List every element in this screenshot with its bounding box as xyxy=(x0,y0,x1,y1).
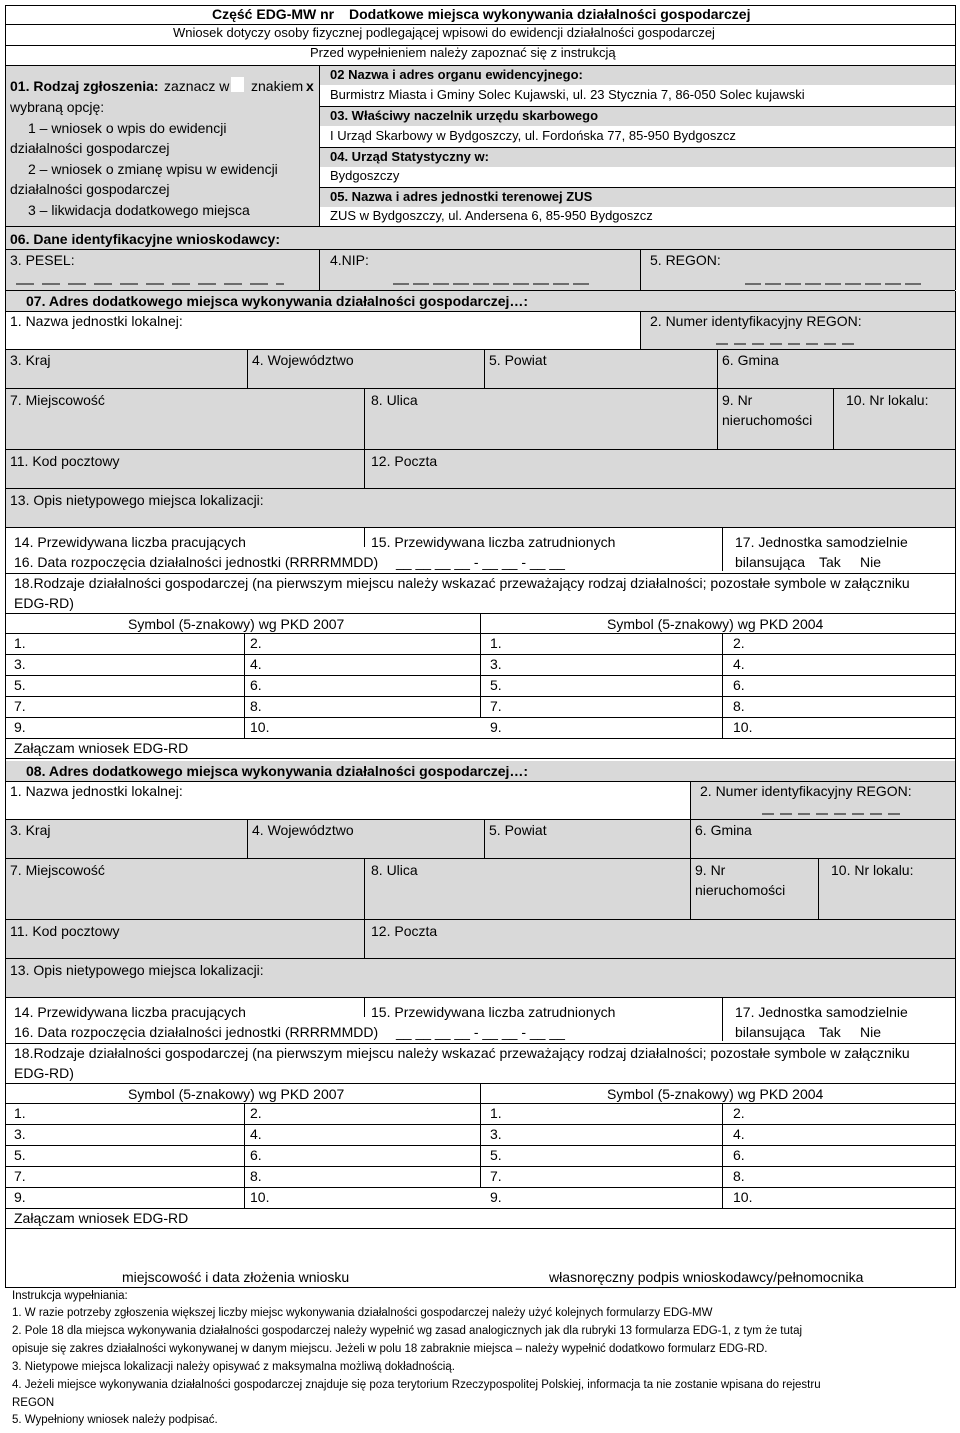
divider xyxy=(5,654,955,655)
divider xyxy=(244,1166,245,1187)
pkd2004-number: 8. xyxy=(733,698,745,714)
divider xyxy=(244,654,245,675)
pkd-2007-header: Symbol (5-znakowy) wg PKD 2007 xyxy=(128,616,345,632)
start-date-input[interactable]: __ __ __ __ - __ __ - __ __ xyxy=(396,1024,565,1040)
expected-employees-label: 15. Przewidywana liczba zatrudnionych xyxy=(371,534,616,550)
post-office-label: 12. Poczta xyxy=(371,453,438,469)
pkd2007-number: 6. xyxy=(250,677,262,693)
divider xyxy=(5,527,955,528)
attach-edg-rd-label: Załączam wniosek EDG-RD xyxy=(14,1210,189,1226)
yes-option[interactable]: Tak xyxy=(819,554,841,570)
apartment-number-label: 10. Nr lokalu: xyxy=(846,392,929,408)
divider xyxy=(690,858,691,919)
divider xyxy=(5,1166,955,1167)
pesel-digit-lines xyxy=(14,262,284,286)
pkd2007-number: 4. xyxy=(250,1126,262,1142)
border-right xyxy=(955,1231,956,1288)
regon-label: 5. REGON: xyxy=(650,252,721,268)
pkd2004-number: 4. xyxy=(733,656,745,672)
instruction-5: 5. Wypełniony wniosek należy podpisać. xyxy=(12,1414,218,1426)
postal-code-label: 11. Kod pocztowy xyxy=(10,923,120,939)
county-label: 5. Powiat xyxy=(489,822,547,838)
instruction-2a: 2. Pole 18 dla miejsca wykonywania działalności gospodarczej należy wypełnić wg zasad analogicznych jak dla rubryki 13 formularza EDG-1, z tym że tutaj xyxy=(12,1325,803,1337)
divider xyxy=(244,696,245,717)
pkd2004-number: 7. xyxy=(490,1168,502,1184)
pkd2007-number: 7. xyxy=(14,698,26,714)
pkd2007-number: 10. xyxy=(250,1189,270,1205)
self-balancing-label-2: bilansująca xyxy=(735,1024,806,1040)
instruction-2b: opisuje się zakres działalności wykonywanej w danym miejscu. Jeżeli w polu 18 zabraknie miejsca – należy wypełnić dodatkowo formularz EDG-RD. xyxy=(12,1343,768,1355)
section-06-label: 06. Dane identyfikacyjne wnioskodawcy: xyxy=(10,231,280,247)
divider xyxy=(5,1103,955,1104)
section-01 xyxy=(6,66,319,226)
divider xyxy=(722,527,723,571)
instructions-title: Instrukcja wypełniania: xyxy=(12,1290,128,1302)
divider xyxy=(722,696,723,717)
pkd2007-number: 1. xyxy=(14,1105,26,1121)
pesel-field[interactable] xyxy=(14,262,284,286)
self-balancing-label: 17. Jednostka samodzielnie xyxy=(735,534,908,550)
pkd2007-number: 3. xyxy=(14,656,26,672)
divider xyxy=(244,633,245,654)
divider xyxy=(5,1187,955,1188)
divider xyxy=(364,997,365,1017)
row-bg xyxy=(6,450,955,488)
divider xyxy=(5,1287,955,1288)
pkd2004-number: 5. xyxy=(490,1147,502,1163)
divider xyxy=(722,717,723,738)
pkd2004-number: 3. xyxy=(490,1126,502,1142)
divider xyxy=(244,717,245,738)
pkd2004-number: 6. xyxy=(733,1147,745,1163)
mark-symbol: x xyxy=(306,78,314,94)
apartment-number-label: 10. Nr lokalu: xyxy=(831,862,914,878)
divider xyxy=(480,1083,481,1188)
place-date-label: miejscowość i data złożenia wniosku xyxy=(122,1269,350,1285)
divider xyxy=(690,819,691,858)
instruction-3: 3. Nietypowe miejsca lokalizacji należy opisywać z maksymalna możliwą dokładnością. xyxy=(12,1361,455,1373)
voivodeship-label: 4. Województwo xyxy=(252,352,354,368)
country-label: 3. Kraj xyxy=(10,822,51,838)
section-03-value: I Urząd Skarbowy w Bydgoszczy, ul. Fordońska 77, 85-950 Bydgoszcz xyxy=(330,128,736,143)
divider xyxy=(364,449,365,488)
option-1b: działalności gospodarczej xyxy=(10,140,170,156)
start-date-label: 16. Data rozpoczęcia działalności jednostki (RRRRMMDD) xyxy=(14,1024,379,1040)
row-bg xyxy=(6,389,955,449)
locality-label: 7. Miejscowość xyxy=(10,862,105,878)
option-2a: 2 – wniosek o zmianę wpisu w ewidencji xyxy=(28,161,278,177)
option-3: 3 – likwidacja dodatkowego miejsca xyxy=(28,202,250,218)
divider xyxy=(484,819,485,858)
pkd2007-number: 8. xyxy=(250,698,262,714)
start-date-label: 16. Data rozpoczęcia działalności jednostki (RRRRMMDD) xyxy=(14,554,379,570)
regon-field[interactable] xyxy=(745,262,925,286)
pkd2007-number: 1. xyxy=(14,635,26,651)
section-03-label: 03. Właściwy naczelnik urzędu skarbowego xyxy=(330,108,599,123)
nip-field[interactable] xyxy=(393,262,593,286)
divider xyxy=(5,573,955,574)
pkd2004-number: 10. xyxy=(733,1189,753,1205)
divider xyxy=(722,633,723,654)
locality-label: 7. Miejscowość xyxy=(10,392,105,408)
divider xyxy=(244,1124,245,1145)
pkd2004-number: 1. xyxy=(490,1105,502,1121)
pkd2004-number: 2. xyxy=(733,635,745,651)
divider xyxy=(818,858,819,919)
pkd2007-number: 5. xyxy=(14,677,26,693)
divider xyxy=(5,633,955,634)
local-unit-name-label: 1. Nazwa jednostki lokalnej: xyxy=(10,783,183,799)
building-number-label-2: nieruchomości xyxy=(722,412,813,428)
yes-option[interactable]: Tak xyxy=(819,1024,841,1040)
section-05-label: 05. Nazwa i adres jednostki terenowej ZUS xyxy=(330,189,593,204)
border-right xyxy=(955,5,956,290)
no-option[interactable]: Nie xyxy=(860,554,882,570)
divider xyxy=(364,388,365,449)
self-balancing-label-2: bilansująca xyxy=(735,554,806,570)
street-label: 8. Ulica xyxy=(371,862,418,878)
divider xyxy=(319,249,320,290)
divider xyxy=(5,1043,955,1044)
divider xyxy=(244,1187,245,1208)
pkd2007-number: 4. xyxy=(250,656,262,672)
location-description-label: 13. Opis nietypowego miejsca lokalizacji: xyxy=(10,492,264,508)
business-types-label-2: EDG-RD) xyxy=(14,1065,74,1081)
divider xyxy=(5,997,955,998)
divider xyxy=(5,1208,955,1209)
row-bg xyxy=(6,859,955,919)
start-date-input[interactable]: __ __ __ __ - __ __ - __ __ xyxy=(396,554,565,570)
divider xyxy=(480,613,481,718)
section-02-value: Burmistrz Miasta i Gminy Solec Kujawski, ul. 23 Stycznia 7, 86-050 Solec kujawski xyxy=(330,87,805,102)
instruction-4a: 4. Jeżeli miejsce wykonywania działalności gospodarczej znajduje się poza terytorium Rzeczypospolitej Polskiej, informacja ta nie zostanie wpisana do rejestru xyxy=(12,1379,821,1391)
pkd2004-number: 9. xyxy=(490,1189,502,1205)
divider xyxy=(364,919,365,958)
divider xyxy=(717,349,718,388)
pkd2004-number: 4. xyxy=(733,1126,745,1142)
building-number-label: 9. Nr xyxy=(695,862,726,878)
checkbox-box[interactable] xyxy=(231,77,244,92)
postal-code-label: 11. Kod pocztowy xyxy=(10,453,120,469)
divider xyxy=(722,675,723,696)
pkd2007-number: 8. xyxy=(250,1168,262,1184)
place-block-07 xyxy=(0,291,960,761)
attach-edg-rd-label: Załączam wniosek EDG-RD xyxy=(14,740,189,756)
row-bg xyxy=(6,350,955,388)
pkd-2004-header: Symbol (5-znakowy) wg PKD 2004 xyxy=(607,616,824,632)
county-label: 5. Powiat xyxy=(489,352,547,368)
expected-workers-label: 14. Przewidywana liczba pracujących xyxy=(14,534,246,550)
form-subtitle: Wniosek dotyczy osoby fizycznej podlegającej wpisowi do ewidencji działalności gospodarczej xyxy=(173,25,715,40)
section-01-label: 01. Rodzaj zgłoszenia: xyxy=(10,78,159,94)
pkd2004-number: 5. xyxy=(490,677,502,693)
row-bg xyxy=(6,920,955,958)
divider xyxy=(5,1145,955,1146)
pkd2004-number: 9. xyxy=(490,719,502,735)
divider xyxy=(722,654,723,675)
divider xyxy=(5,675,955,676)
divider xyxy=(5,696,955,697)
commune-label: 6. Gmina xyxy=(695,822,752,838)
pkd2007-number: 9. xyxy=(14,719,26,735)
divider xyxy=(722,1145,723,1166)
part-label: Część EDG-MW nr xyxy=(212,6,335,22)
instruction-1: 1. W razie potrzeby zgłoszenia większej liczby miejsc wykonywania działalności gospodarczej należy użyć kolejnych formularzy EDG-MW xyxy=(12,1307,713,1319)
section-heading: 07. Adres dodatkowego miejsca wykonywania działalności gospodarczej…: xyxy=(26,293,529,309)
pkd2004-number: 3. xyxy=(490,656,502,672)
no-option[interactable]: Nie xyxy=(860,1024,882,1040)
divider xyxy=(5,738,955,739)
nip-digit-lines xyxy=(393,262,593,286)
divider xyxy=(722,1103,723,1124)
self-balancing-label: 17. Jednostka samodzielnie xyxy=(735,1004,908,1020)
regon-input[interactable] xyxy=(716,339,854,345)
section-04-value: Bydgoszczy xyxy=(330,168,400,183)
pkd-2007-header: Symbol (5-znakowy) wg PKD 2007 xyxy=(128,1086,345,1102)
option-1a: 1 – wniosek o wpis do ewidencji xyxy=(28,120,227,136)
country-label: 3. Kraj xyxy=(10,352,51,368)
row-bg xyxy=(6,820,955,858)
divider xyxy=(364,527,365,547)
border-right xyxy=(955,761,956,1231)
signature-label: własnoręczny podpis wnioskodawcy/pełnomocnika xyxy=(549,1269,864,1285)
post-office-label: 12. Poczta xyxy=(371,923,438,939)
divider xyxy=(833,388,834,449)
expected-workers-label: 14. Przewidywana liczba pracujących xyxy=(14,1004,246,1020)
divider xyxy=(247,819,248,858)
divider xyxy=(484,349,485,388)
commune-label: 6. Gmina xyxy=(722,352,779,368)
business-types-label: 18.Rodzaje działalności gospodarczej (na pierwszym miejscu należy wskazać przeważający rodzaj działalności; pozostałe symbole w załączniku xyxy=(14,1045,910,1061)
pkd2004-number: 7. xyxy=(490,698,502,714)
divider xyxy=(247,349,248,388)
location-description-label: 13. Opis nietypowego miejsca lokalizacji: xyxy=(10,962,264,978)
divider xyxy=(5,1124,955,1125)
local-unit-name-label: 1. Nazwa jednostki lokalnej: xyxy=(10,313,183,329)
divider xyxy=(722,1124,723,1145)
building-number-label: 9. Nr xyxy=(722,392,753,408)
section-01-mark-text: znakiem xyxy=(251,78,304,94)
divider xyxy=(244,675,245,696)
pkd2004-number: 10. xyxy=(733,719,753,735)
section-02-label: 02 Nazwa i adres organu ewidencyjnego: xyxy=(330,67,583,82)
pkd-2004-header: Symbol (5-znakowy) wg PKD 2004 xyxy=(607,1086,824,1102)
pkd2004-number: 1. xyxy=(490,635,502,651)
divider xyxy=(722,1187,723,1208)
form-notice: Przed wypełnieniem należy zapoznać się z instrukcją xyxy=(310,45,616,60)
street-label: 8. Ulica xyxy=(371,392,418,408)
pkd2007-number: 10. xyxy=(250,719,270,735)
divider xyxy=(722,1166,723,1187)
pkd2004-number: 6. xyxy=(733,677,745,693)
divider xyxy=(364,858,365,919)
expected-employees-label: 15. Przewidywana liczba zatrudnionych xyxy=(371,1004,616,1020)
pkd2007-number: 2. xyxy=(250,635,262,651)
section-05-value: ZUS w Bydgoszczy, ul. Andersena 6, 85-950 Bydgoszcz xyxy=(330,208,653,223)
nip-label: 4.NIP: xyxy=(330,252,369,268)
divider xyxy=(5,717,955,718)
divider xyxy=(717,388,718,449)
pkd2007-number: 7. xyxy=(14,1168,26,1184)
divider xyxy=(5,758,955,759)
pkd2007-number: 9. xyxy=(14,1189,26,1205)
pkd2004-number: 8. xyxy=(733,1168,745,1184)
pkd2007-number: 3. xyxy=(14,1126,26,1142)
section-01-text2: wybraną opcję: xyxy=(10,99,105,115)
pkd2007-number: 2. xyxy=(250,1105,262,1121)
option-2b: działalności gospodarczej xyxy=(10,181,170,197)
divider xyxy=(5,1228,955,1229)
instruction-4b: REGON xyxy=(12,1397,55,1409)
regon-digit-lines xyxy=(745,262,925,286)
place-block-08 xyxy=(0,761,960,1231)
regon-label: 2. Numer identyfikacyjny REGON: xyxy=(700,783,912,799)
pkd2007-number: 6. xyxy=(250,1147,262,1163)
pkd2007-number: 5. xyxy=(14,1147,26,1163)
divider xyxy=(244,1145,245,1166)
pkd2004-number: 2. xyxy=(733,1105,745,1121)
divider xyxy=(722,997,723,1041)
divider xyxy=(640,249,641,290)
border-right xyxy=(955,291,956,761)
voivodeship-label: 4. Województwo xyxy=(252,822,354,838)
divider xyxy=(244,1103,245,1124)
regon-input[interactable] xyxy=(762,809,900,815)
regon-label: 2. Numer identyfikacyjny REGON: xyxy=(650,313,862,329)
business-types-label: 18.Rodzaje działalności gospodarczej (na pierwszym miejscu należy wskazać przeważający rodzaj działalności; pozostałe symbole w załączniku xyxy=(14,575,910,591)
section-04-label: 04. Urząd Statystyczny w: xyxy=(330,149,489,164)
form-title: Dodatkowe miejsca wykonywania działalności gospodarczej xyxy=(349,6,751,22)
border-left xyxy=(5,1231,6,1288)
pesel-label: 3. PESEL: xyxy=(10,252,75,268)
divider xyxy=(5,249,955,250)
section-01-text: zaznacz w xyxy=(164,78,230,94)
business-types-label-2: EDG-RD) xyxy=(14,595,74,611)
building-number-label-2: nieruchomości xyxy=(695,882,786,898)
section-heading: 08. Adres dodatkowego miejsca wykonywania działalności gospodarczej…: xyxy=(26,763,529,779)
